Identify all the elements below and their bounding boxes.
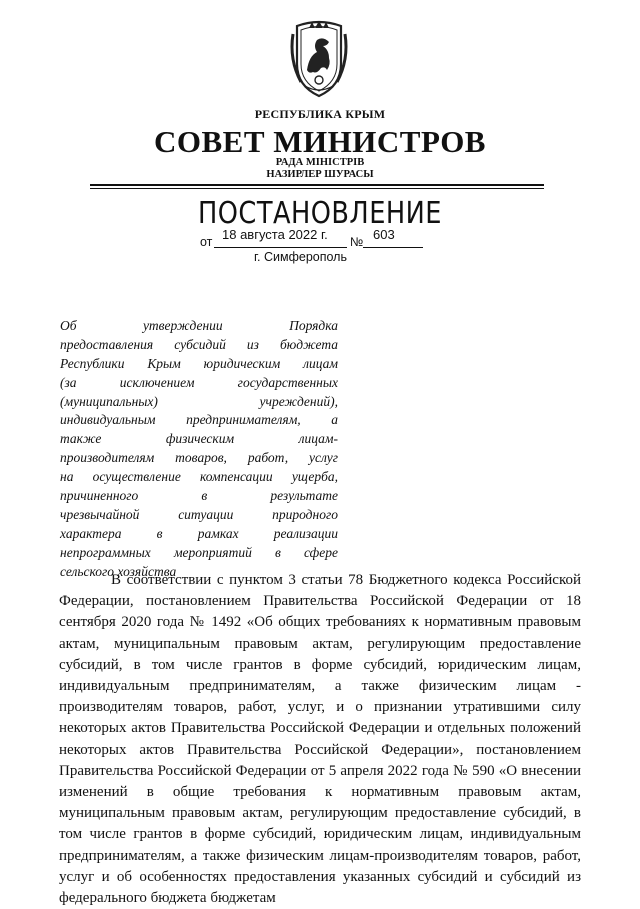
council-title-crh: НАЗИРЛЕР ШУРАСЫ	[266, 169, 374, 180]
date-prefix: от	[200, 235, 213, 249]
subject-line: сельского хозяйства	[60, 563, 177, 579]
council-title: СОВЕТ МИНИСТРОВ	[154, 124, 486, 159]
subject-line: (за исключением государственных	[60, 374, 338, 390]
subject-line: производителям товаров, работ, услуг	[60, 450, 338, 466]
document-body	[59, 570, 581, 909]
republic-name: РЕСПУБЛИКА КРЫМ	[254, 107, 386, 121]
subject-line: (муниципальных) учреждений),	[60, 393, 338, 409]
body-paragraph: В соответствии с пунктом 3 статьи 78 Бюджетного кодекса Российской Федерации, постановлением Правительства Российской Федерации от 18 сентября 2020 года № 1492 «Об общих требованиях к нормативным правовым актам, муниципальным правовым актам, регулирующим предоставление субсидий, в том числе грантов в форме субсидий, юридическим лицам, индивидуальным предпринимателям, а также физическим лицам - производителям товаров, работ, услуг, и о признании утратившими силу некоторых актов Правительства Российской Федерации и отдельных положений некоторых актов Правительства Российской Федерации», постановлением Правительства Российской Федерации от 5 апреля 2022 года № 590 «О внесении изменений в общие требования к нормативным правовым актам, муниципальным правовым актам, регулирующим предоставление субсидий, в том числе грантов в форме субсидий, юридическим лицам, индивидуальным предпринимателям, а также физическим лицам-производителям товаров, работ, услуг и об особенностях предоставления указанных субсидий и субсидий из федерального бюджета бюджетам	[59, 572, 581, 907]
date-underline	[214, 247, 347, 248]
document-date: 18 августа 2022 г.	[222, 227, 328, 242]
date-number-row	[200, 227, 430, 249]
subject-line: Республики Крым юридическим лицам	[60, 355, 338, 371]
header-divider-thick	[90, 184, 544, 186]
subject-line: непрограммных мероприятий в сфере	[60, 544, 338, 560]
subject-line: причиненного в результате	[60, 488, 338, 504]
subject-line: Об утверждении Порядка	[60, 318, 338, 333]
document-subject	[60, 317, 338, 581]
subject-line: индивидуальным предпринимателям, а	[60, 412, 338, 428]
header-divider-thin	[90, 188, 544, 189]
number-prefix: №	[350, 235, 364, 249]
document-city: г. Симферополь	[254, 250, 347, 264]
subject-line: также физическим лицам-	[60, 431, 338, 447]
subject-line: предоставления субсидий из бюджета	[60, 336, 338, 352]
number-underline	[363, 247, 423, 248]
subject-line: на осуществление компенсации ущерба,	[60, 469, 338, 485]
crimea-coat-of-arms-icon	[287, 20, 351, 100]
document-type: ПОСТАНОВЛЕНИЕ	[198, 196, 442, 231]
subject-line: характера в рамках реализации	[60, 525, 338, 541]
subject-line: чрезвычайной ситуации природного	[60, 506, 338, 522]
council-title-ua: РАДА МІНІСТРІВ	[275, 157, 365, 168]
document-number: 603	[373, 227, 395, 242]
